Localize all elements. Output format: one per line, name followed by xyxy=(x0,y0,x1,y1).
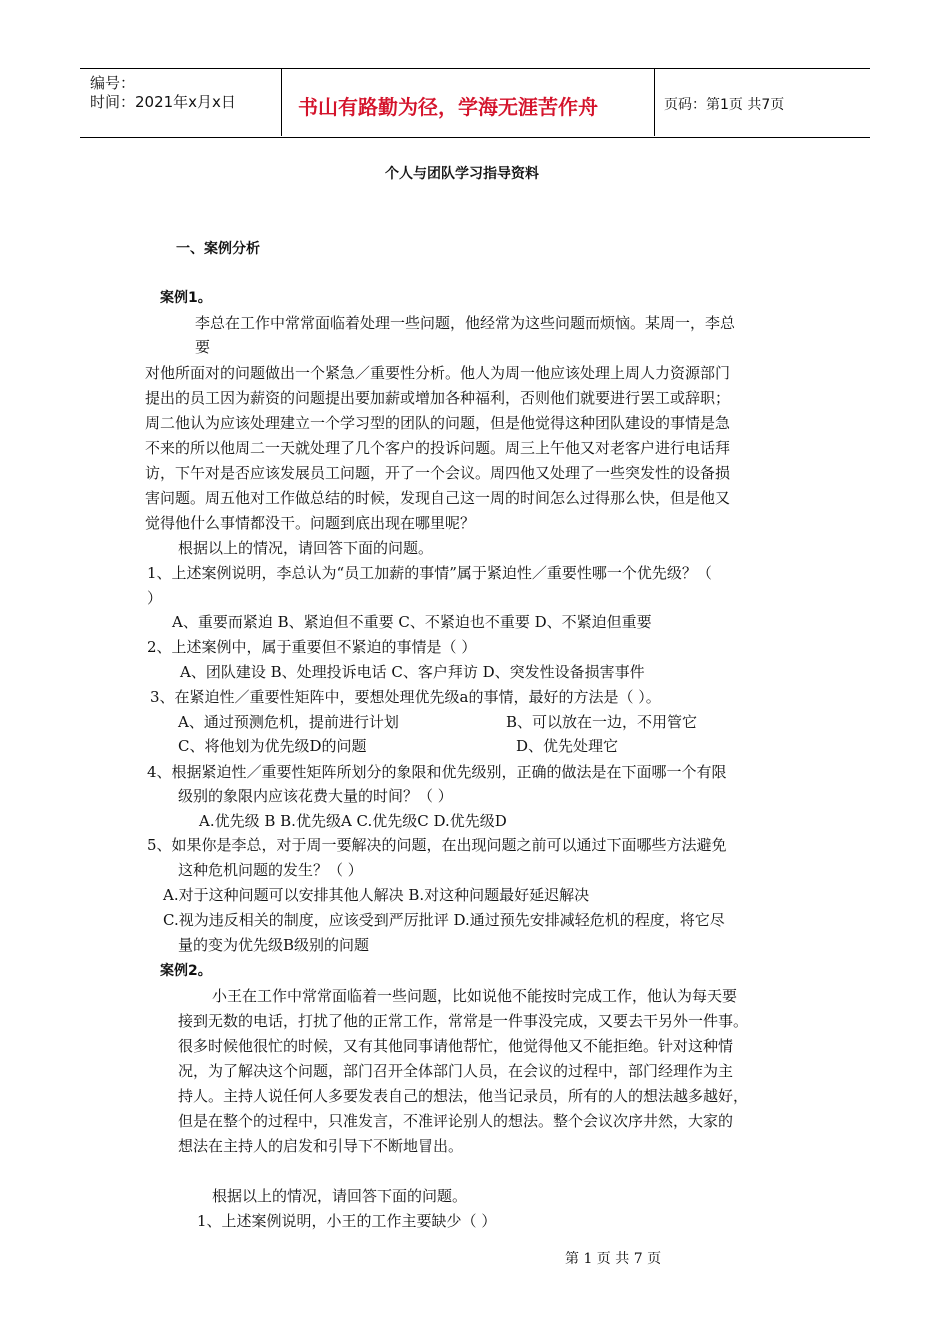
case1-line-5: 周二他认为应该处理建立一个学习型的团队的问题，但是他觉得这种团队建设的事情是急 xyxy=(145,414,731,432)
header-motto: 书山有路勤为径，学海无涯苦作舟 xyxy=(298,95,598,119)
header-page-label: 页码：第1页 共7页 xyxy=(664,97,785,113)
header-number-label: 编号： xyxy=(90,74,136,92)
case1-line-1: 李总在工作中常常面临着处理一些问题，他经常为这些问题而烦恼。某周一，李总 xyxy=(195,314,736,332)
case1-q5-options-cd-cont: 量的变为优先级B级别的问题 xyxy=(178,936,370,954)
case2-heading: 案例2。 xyxy=(160,963,212,979)
case1-q2-options: A、团队建设 B、处理投诉电话 C、客户拜访 D、突发性设备损害事件 xyxy=(180,663,645,681)
case1-q5-cont: 这种危机问题的发生？（ ） xyxy=(178,861,363,879)
case1-q5: 5、如果你是李总，对于周一要解决的问题，在出现问题之前可以通过下面哪些方法避免 xyxy=(147,836,727,854)
footer-page-number: 第 1 页 共 7 页 xyxy=(565,1251,662,1267)
case1-line-4: 提出的员工因为薪资的问题提出要加薪或增加各种福利，否则他们就要进行罢工或辞职； xyxy=(145,389,731,407)
section-heading: 一、案例分析 xyxy=(176,241,260,257)
case1-line-9: 觉得他什么事情都没干。问题到底出现在哪里呢？ xyxy=(145,514,476,532)
case1-q2: 2、上述案例中，属于重要但不紧迫的事情是（ ） xyxy=(147,638,477,656)
case1-line-8: 害问题。周五他对工作做总结的时候，发现自己这一周的时间怎么过得那么快，但是他又 xyxy=(145,489,731,507)
case1-q5-options-cd: C.视为违反相关的制度，应该受到严厉批评 D.通过预先安排减轻危机的程度，将它尽 xyxy=(163,911,725,929)
case1-q1: 1、上述案例说明，李总认为“员工加薪的事情”属于紧迫性／重要性哪一个优先级？（ xyxy=(147,564,712,582)
case1-q3-option-a: A、通过预测危机，提前进行计划 xyxy=(178,713,399,731)
case1-q4-cont: 级别的象限内应该花费大量的时间？（ ） xyxy=(178,787,453,805)
case1-line-7: 访，下午对是否应该发展员工问题，开了一个会议。周四他又处理了一些突发性的设备损 xyxy=(145,464,731,482)
case2-line-3: 很多时候他很忙的时候，又有其他同事请他帮忙，他觉得他又不能拒绝。针对这种情 xyxy=(178,1037,734,1055)
case1-q4: 4、根据紧迫性／重要性矩阵所划分的象限和优先级别，正确的做法是在下面哪一个有限 xyxy=(147,763,727,781)
case2-q1: 1、上述案例说明，小王的工作主要缺少（ ） xyxy=(197,1212,497,1230)
header-divider-right xyxy=(654,68,655,136)
case2-line-6: 但是在整个的过程中，只准发言，不准评论别人的想法。整个会议次序井然，大家的 xyxy=(178,1112,734,1130)
case1-q5-options-ab: A.对于这种问题可以安排其他人解决 B.对这种问题最好延迟解决 xyxy=(163,886,590,904)
case2-line-5: 持人。主持人说任何人多要发表自己的想法，他当记录员，所有的人的想法越多越好， xyxy=(178,1087,749,1105)
document-title: 个人与团队学习指导资料 xyxy=(385,166,539,182)
case1-q3-option-b: B、可以放在一边，不用管它 xyxy=(506,713,698,731)
case2-line-1: 小王在工作中常常面临着一些问题，比如说他不能按时完成工作，他认为每天要 xyxy=(212,987,738,1005)
header-date-label: 时间：2021年x月x日 xyxy=(90,93,236,111)
case1-line-6: 不来的所以他周二一天就处理了几个客户的投诉问题。周三上午他又对老客户进行电话拜 xyxy=(145,439,731,457)
case2-line-2: 接到无数的电话，打扰了他的正常工作，常常是一件事没完成，又要去干另外一件事。 xyxy=(178,1012,749,1030)
case1-q3: 3、在紧迫性／重要性矩阵中，要想处理优先级a的事情，最好的方法是（ ）。 xyxy=(150,688,661,706)
case2-line-7: 想法在主持人的启发和引导下不断地冒出。 xyxy=(178,1137,464,1155)
case2-prompt: 根据以上的情况，请回答下面的问题。 xyxy=(212,1187,468,1205)
case1-line-2: 要 xyxy=(195,338,211,356)
header-divider-left xyxy=(281,68,282,136)
case1-q4-options: A.优先级 B B.优先级A C.优先级C D.优先级D xyxy=(199,812,507,830)
case1-q3-option-d: D、优先处理它 xyxy=(516,737,619,755)
case1-q1-options: A、重要而紧迫 B、紧迫但不重要 C、不紧迫也不重要 D、不紧迫但重要 xyxy=(172,613,652,631)
case1-q1-cont: ） xyxy=(147,589,163,607)
case1-line-3: 对他所面对的问题做出一个紧急／重要性分析。他人为周一他应该处理上周人力资源部门 xyxy=(145,364,731,382)
case1-prompt: 根据以上的情况，请回答下面的问题。 xyxy=(178,539,434,557)
case1-q3-option-c: C、将他划为优先级D的问题 xyxy=(178,737,367,755)
case1-heading: 案例1。 xyxy=(160,290,212,306)
case2-line-4: 况，为了解决这个问题，部门召开全体部门人员，在会议的过程中，部门经理作为主 xyxy=(178,1062,734,1080)
